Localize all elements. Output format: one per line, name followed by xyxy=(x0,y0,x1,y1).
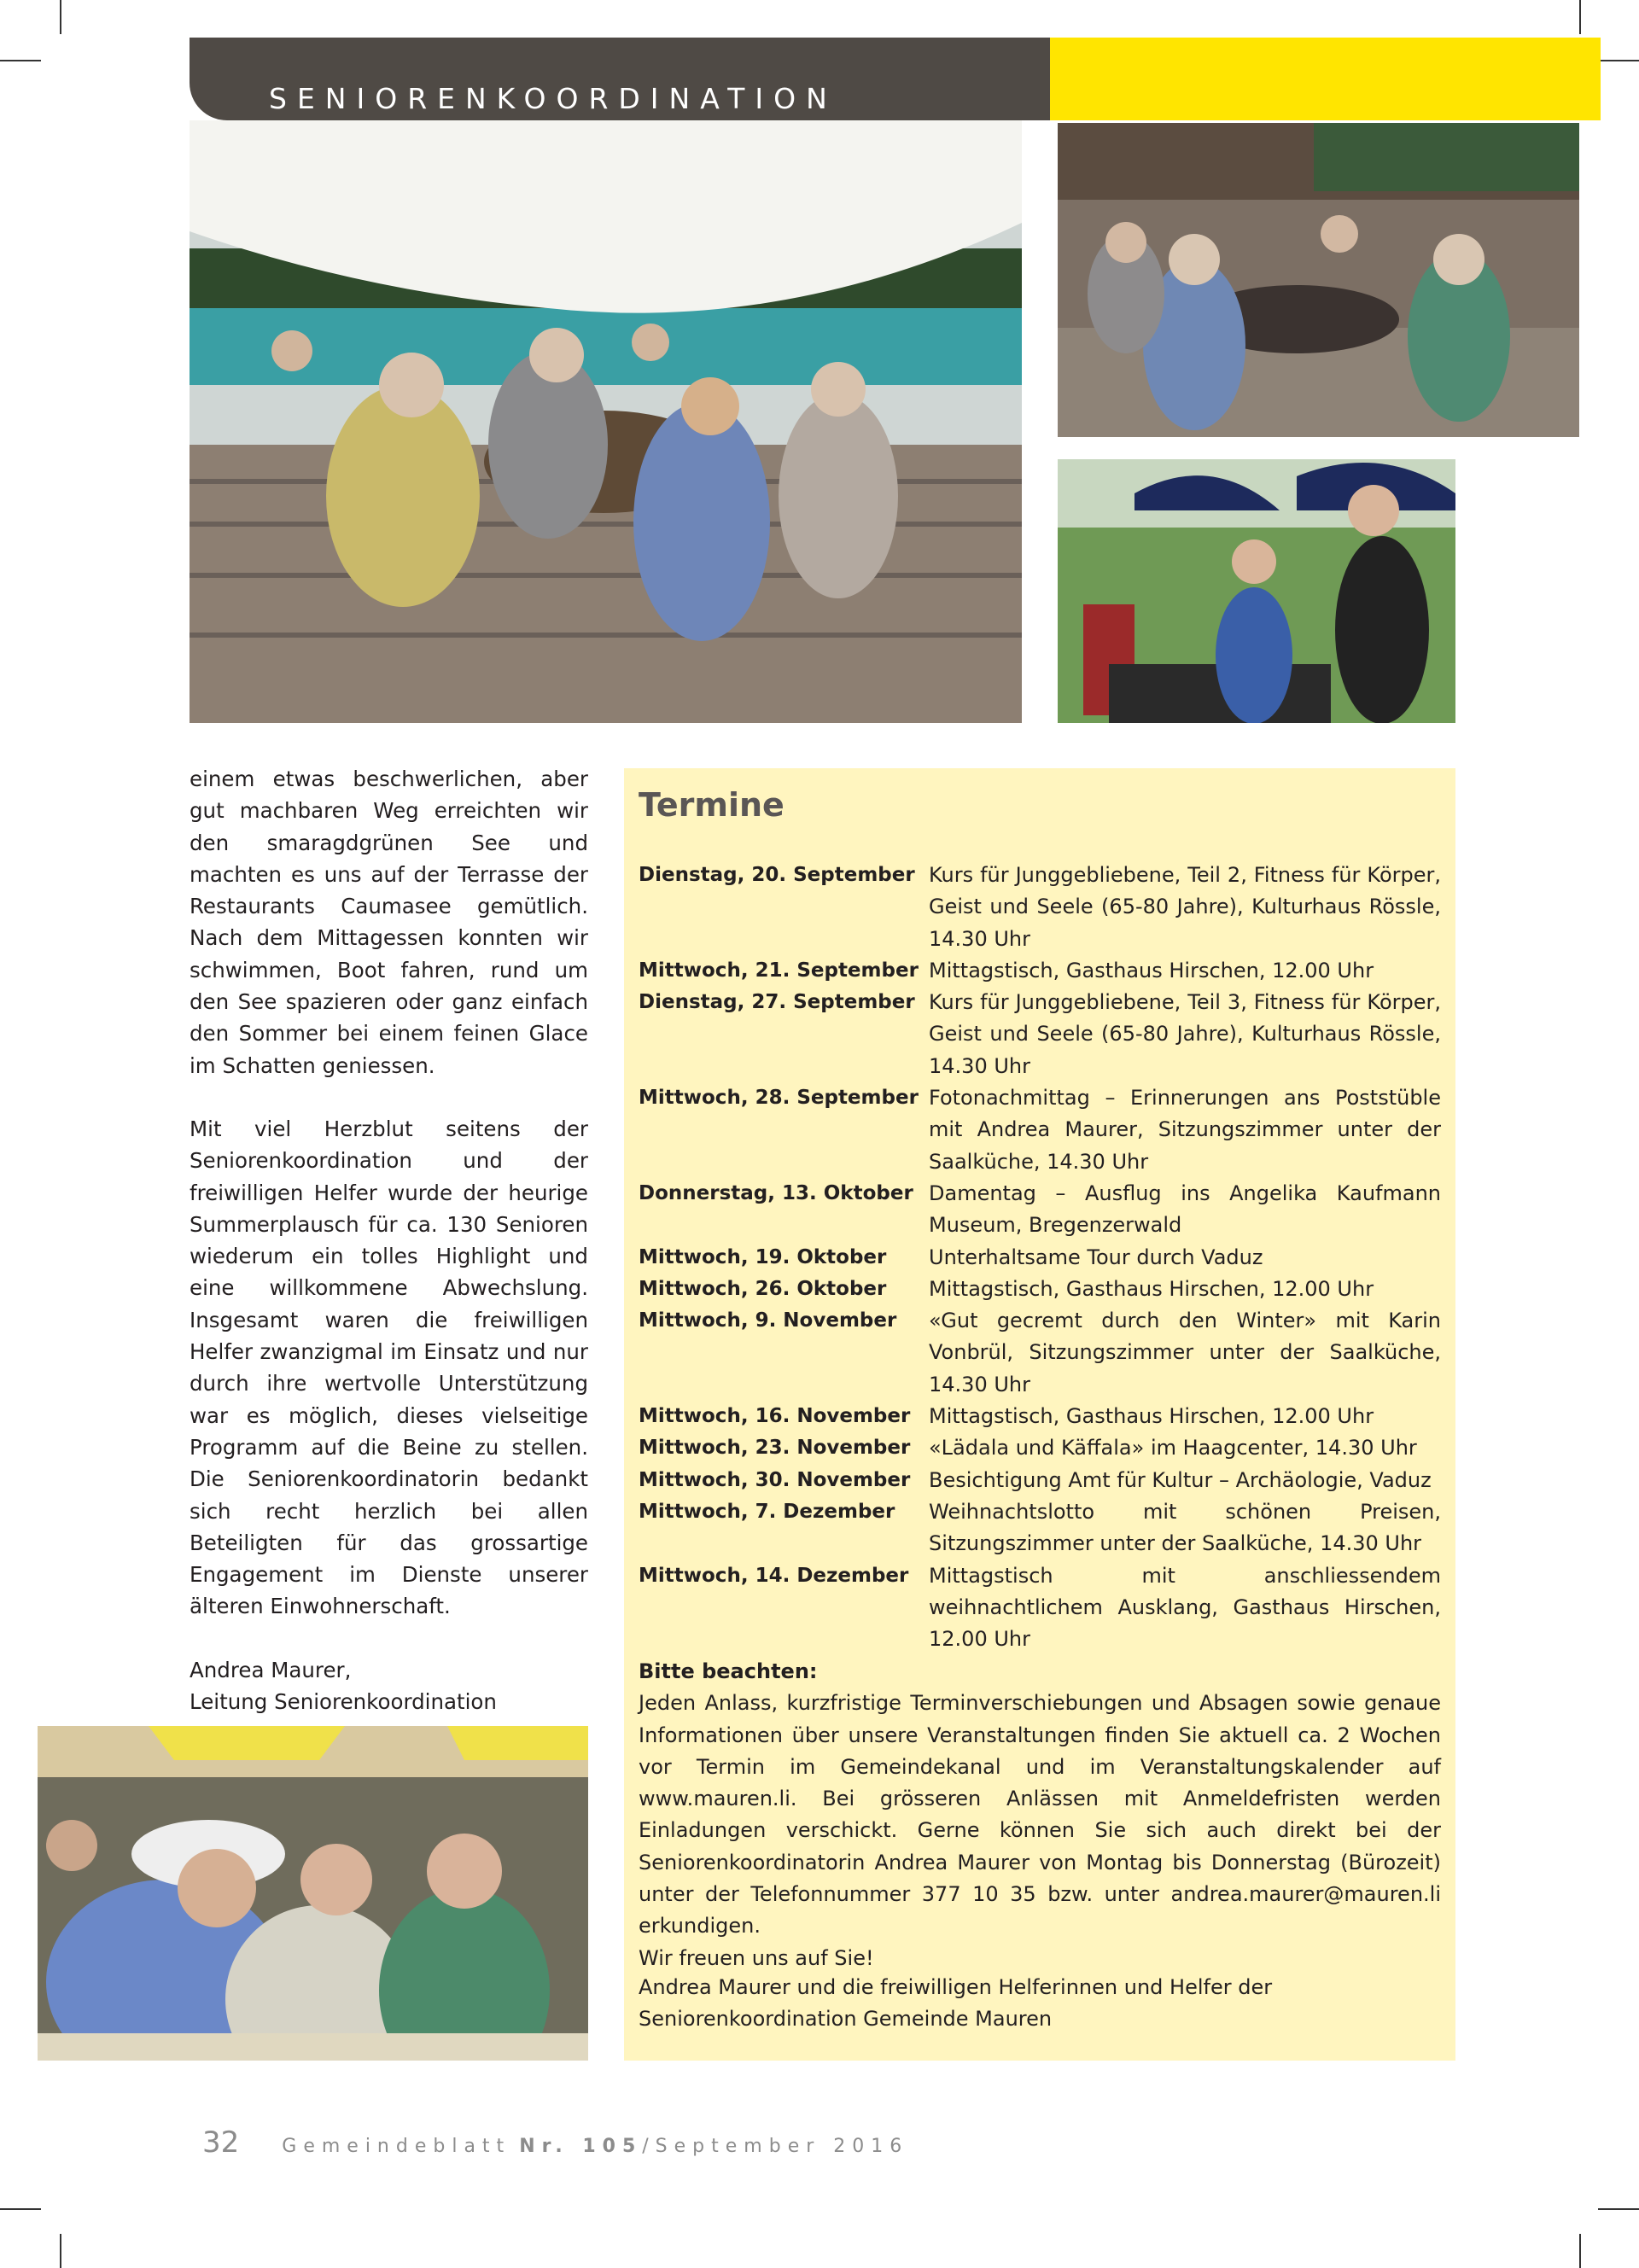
notice-text: Jeden Anlass, kurzfristige Terminverschiebungen und Absagen sowie genaue Informationen über unsere Veranstaltungen finden Sie aktuell ca. 2 Wochen vor Termin im Gemeindekanal und im Veranstaltungskalender auf www.mauren.li. Bei grösseren Anlässen mit Anmeldefristen werden Einladungen verschickt. Gerne können Sie sich auch direkt bei der Seniorenkoordinatorin Andrea Maurer von Montag bis Donnerstag (Bürozeit) unter der Telefonnummer 377 10 35 bzw. unter andrea.maurer@mauren.li erkundigen. xyxy=(639,1691,1441,1939)
event-row xyxy=(639,1401,1441,1432)
closing-signature xyxy=(639,1972,1441,2036)
article-signature-name: Andrea Maurer, xyxy=(190,1657,352,1682)
event-row xyxy=(639,1305,1441,1401)
article-body xyxy=(190,763,588,1717)
page-footer xyxy=(202,2125,908,2160)
article-paragraph: einem etwas beschwerlichen, aber gut machbaren Weg erreichten wir den smaragdgrünen See und machten es uns auf der Terrasse der Restaurants Caumasee gemütlich. Nach dem Mittagessen konnten wir schwimmen, Boot fahren, rund um den See spazieren oder ganz einfach den Sommer bei einem feinen Glace im Schatten geniessen. xyxy=(190,767,588,1078)
event-description: Mittagstisch, Gasthaus Hirschen, 12.00 Uhr xyxy=(929,1276,1374,1301)
event-row xyxy=(639,955,1441,987)
event-description: Kurs für Junggebliebene, Teil 3, Fitness für Körper, Geist und Seele (65-80 Jahre), Kulturhaus Rössle, 14.30 Uhr xyxy=(929,990,1441,1078)
closing-line: Andrea Maurer und die freiwilligen Helferinnen und Helfer der xyxy=(639,1975,1273,1999)
footer-issue: Nr. 105 xyxy=(519,2136,643,2157)
event-description: «Lädala und Käffala» im Haagcenter, 14.30 Uhr xyxy=(929,1436,1417,1460)
event-date: Mittwoch, 23. November xyxy=(639,1437,911,1460)
event-row xyxy=(639,1560,1441,1656)
event-description: «Gut gecremt durch den Winter» mit Karin Vonbrül, Sitzungszimmer unter der Saalküche, 14.30 Uhr xyxy=(929,1309,1441,1396)
event-row xyxy=(639,1496,1441,1560)
photo-lake-terrace xyxy=(190,120,1022,723)
photo-dinner-table xyxy=(38,1726,588,2061)
event-date: Mittwoch, 30. November xyxy=(639,1468,911,1491)
page-number: 32 xyxy=(202,2125,240,2160)
article-paragraph: Mit viel Herzblut seitens der Seniorenkoordination und der freiwilligen Helfer wurde der heurige Summerplausch für ca. 130 Senioren wiederum ein tolles Highlight und eine willkommene Abwechslung. Insgesamt waren die freiwilligen Helfer zwanzigmal im Einsatz und nur durch ihre wertvolle Unterstützung war es möglich, dieses vielseitige Programm auf die Beine zu stellen. Die Seniorenkoordinatorin bedankt sich recht herzlich bei allen Beteiligten für das grossartige Engagement im Dienste unserer älteren Einwohnerschaft. xyxy=(190,1116,588,1619)
event-description: Damentag – Ausflug ins Angelika Kaufmann Museum, Bregenzerwald xyxy=(929,1181,1441,1238)
termine-box xyxy=(624,768,1455,2061)
crop-mark xyxy=(1598,2208,1639,2210)
event-date: Donnerstag, 13. Oktober xyxy=(639,1181,913,1204)
photo-barbecue xyxy=(1058,459,1455,723)
footer-magazine: Gemeindeblatt xyxy=(282,2136,511,2157)
footer-date: /September 2016 xyxy=(642,2136,909,2157)
event-date: Mittwoch, 26. Oktober xyxy=(639,1277,887,1300)
crop-mark xyxy=(1579,2234,1581,2268)
event-description: Mittagstisch mit anschliessendem weihnachtlichem Ausklang, Gasthaus Hirschen, 12.00 Uhr xyxy=(929,1563,1441,1652)
event-row xyxy=(639,1242,1441,1274)
section-title: SENIORENKOORDINATION xyxy=(269,82,837,115)
event-description: Unterhaltsame Tour durch Vaduz xyxy=(929,1245,1263,1269)
event-date: Mittwoch, 7. Dezember xyxy=(639,1500,895,1523)
event-date: Mittwoch, 14. Dezember xyxy=(639,1564,909,1587)
crop-mark xyxy=(1598,60,1639,61)
event-description: Mittagstisch, Gasthaus Hirschen, 12.00 Uhr xyxy=(929,958,1374,982)
photo-restaurant-terrace xyxy=(1058,123,1579,437)
event-description: Besichtigung Amt für Kultur – Archäologie, Vaduz xyxy=(929,1467,1432,1492)
notice-closing: Wir freuen uns auf Sie! xyxy=(639,1945,874,1970)
crop-mark xyxy=(1579,0,1581,34)
event-row xyxy=(639,987,1441,1082)
event-description: Mittagstisch, Gasthaus Hirschen, 12.00 Uhr xyxy=(929,1404,1374,1429)
event-date: Mittwoch, 28. September xyxy=(639,1087,919,1110)
crop-mark xyxy=(0,2208,41,2210)
event-row xyxy=(639,860,1441,955)
events-list xyxy=(639,860,1441,1655)
notice-heading: Bitte beachten: xyxy=(639,1659,818,1683)
termine-title: Termine xyxy=(639,786,785,824)
crop-mark xyxy=(0,60,41,61)
event-description: Kurs für Junggebliebene, Teil 2, Fitness für Körper, Geist und Seele (65-80 Jahre), Kulturhaus Rössle, 14.30 Uhr xyxy=(929,863,1441,951)
closing-line: Seniorenkoordination Gemeinde Mauren xyxy=(639,2007,1053,2032)
event-row xyxy=(639,1432,1441,1464)
event-row xyxy=(639,1465,1441,1496)
event-row xyxy=(639,1178,1441,1242)
event-date: Dienstag, 27. September xyxy=(639,991,915,1014)
event-description: Weihnachtslotto mit schönen Preisen, Sitzungszimmer unter der Saalküche, 14.30 Uhr xyxy=(929,1499,1441,1556)
event-date: Mittwoch, 16. November xyxy=(639,1405,911,1428)
event-date: Mittwoch, 21. September xyxy=(639,959,919,982)
section-header-accent xyxy=(1050,38,1601,120)
event-row xyxy=(639,1082,1441,1178)
article-signature-role: Leitung Seniorenkoordination xyxy=(190,1689,497,1715)
event-date: Mittwoch, 19. Oktober xyxy=(639,1245,887,1268)
event-date: Dienstag, 20. September xyxy=(639,864,915,886)
event-row xyxy=(639,1274,1441,1305)
crop-mark xyxy=(60,0,61,34)
event-date: Mittwoch, 9. November xyxy=(639,1309,897,1332)
notice xyxy=(639,1656,1441,1974)
crop-mark xyxy=(60,2234,61,2268)
event-description: Fotonachmittag – Erinnerungen ans Poststüble mit Andrea Maurer, Sitzungszimmer unter der Saalküche, 14.30 Uhr xyxy=(929,1086,1441,1174)
